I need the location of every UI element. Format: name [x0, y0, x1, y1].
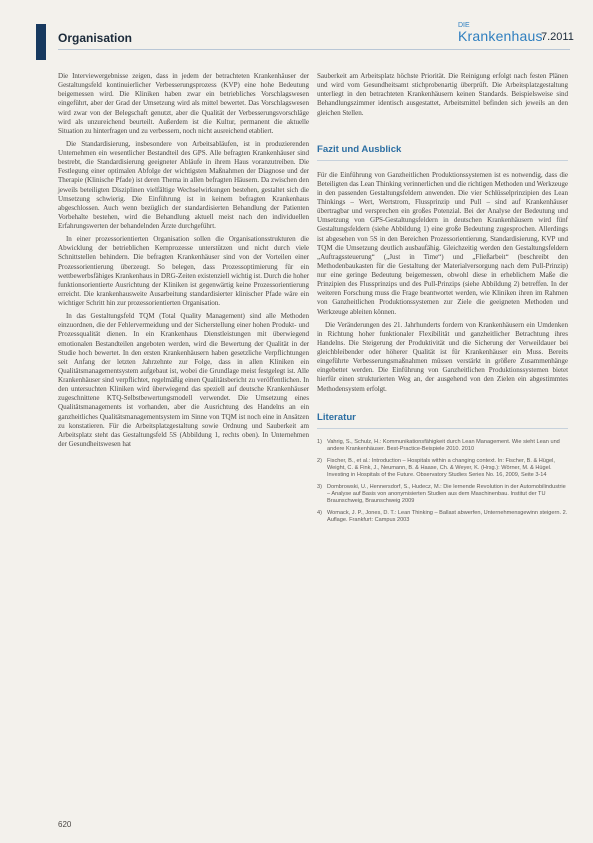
heading-divider — [317, 428, 568, 429]
section-heading-literatur: Literatur — [317, 411, 356, 423]
heading-divider — [317, 160, 568, 161]
reference-item — [317, 458, 568, 479]
reference-number: 3) — [317, 483, 322, 490]
logo-wordmark: Krankenhaus — [458, 28, 543, 44]
issue-number: 7.2011 — [541, 31, 574, 43]
journal-logo — [458, 22, 543, 48]
reference-item — [317, 484, 568, 505]
page-number: 620 — [58, 820, 72, 829]
reference-text: Womack, J. P., Jones, D. T.: Lean Thinking – Ballast abwerfen, Unternehmensgewinn steigern. 2. Auflage. Frankfurt: Campus 2003 — [327, 509, 568, 523]
spacer — [317, 122, 568, 144]
left-column — [58, 72, 309, 453]
reference-number: 1) — [317, 438, 322, 445]
reference-item — [317, 510, 568, 524]
body-paragraph: Die Standardisierung, insbesondere von Arbeitsabläufen, ist in produzierenden Unternehmen ein wesentlicher Bestandteil des GPS. Alle befragten Krankenhäuser sind bestrebt, die Standardisierung geeigneter Abläufe in ihrem Haus voranzutreiben. Die Festlegung einer optimalen Abfolge der wichtigsten Maßnahmen der Diagnose und der Therapie (Klinische Pfade) ist deren Thema in allen befragten Häusern. Da zwischen den jeweils beteiligten Disziplinen vielfältige Wechselwirkungen bestehen, gestaltet sich die Umsetzung schwierig. Die Einführung ist in keinem befragten Krankenhaus abgeschlossen. Auch wenn bezüglich der standardisierten Behandlung der Patienten Vorbehalte bestehen, wird die Behandlung aktuell meist nach den individuellen Erfahrungswerten der behandelnden Ärzte durchgeführt. — [58, 139, 309, 230]
reference-item — [317, 439, 568, 453]
header-divider — [58, 49, 570, 50]
logo-prefix: DIE — [458, 22, 470, 29]
reference-list — [317, 439, 568, 524]
reference-text: Dombrowski, U., Hennersdorf, S., Hudecz, M.: Die lernende Revolution in der Automobilindustrie – Analyse auf Basis von anonymisierten Studien aus dem Maschinenbau. Institut der TU Braunschweig, Braunschweig 2009 — [327, 483, 566, 504]
right-column — [317, 72, 568, 529]
reference-number: 2) — [317, 457, 322, 464]
reference-text: Vahrig, S., Schulz, H.: Kommunikationsfähigkeit durch Lean Management. Wie sieht Lean und andere Krankenhäuser. Best-Practice-Beispiele 2010. 2010 — [327, 438, 560, 452]
reference-number: 4) — [317, 509, 322, 516]
body-paragraph: Für die Einführung von Ganzheitlichen Produktionssystemen ist es notwendig, dass die Beteiligten das Lean Thinking verinnerlichen und die richtigen Methoden und Werkzeuge in den passenden Gestaltungsfeldern anwenden. Die vier Schlüsselprinzipien des Lean Thinkings – Wert, Wertstrom, Flussprinzip und Pull – sind auf Krankenhäuser übertragbar und versprechen ein großes Potenzial. Bei der Analyse der Bedeutung und Umsetzung von GPS-Gestaltungsfeldern in deutschen Krankenhäusern wird fünf Gestaltungsfeldern (siehe Abbildung 1) eine große Bedeutung zugesprochen. Allerdings ist abgesehen von 5S in den Bereichen Prozessorientierung, Standardisierung, KVP und TQM die Umsetzung deutlich ausbaufähig. Gleichzeitig werden den Gestaltungsfeldern „Auftragssteuerung“ („Just in Time“) und „Fließarbeit“ (beschreibt den Methodenbaukasten für die Gestaltung der Materialversorgung nach dem Pull-Prinzip) nur eine geringe Bedeutung beigemessen, obwohl diese in erheblichem Maße die Prinzipien des Flussprinzips und des Pull-Prinzips (siehe Abbildung 2) betreffen. In der weiteren Forschung muss die Frage beantwortet werden, wie Kliniken ihren im Rahmen von Ganzheitlichen Produktionssystemen zur Ziele die geeigneten Methoden und Werkzeuge ableiten können. — [317, 170, 568, 316]
body-paragraph: In das Gestaltungsfeld TQM (Total Quality Management) sind alle Methoden einzuordnen, die der Fehlervermeidung und der Sicherstellung einer hohen Produkt- und Prozessqualität dienen. In ein Krankenhaus Dienstleistungen mit überwiegend emotionalen Bestandteilen angeboten werden, wird die Bewertung der Qualität in der Studie hoch bewertet. In den ersten Krankenhäusern haben gesetzliche Verpflichtungen seit Anfang der letzten Jahrzehnte zur Folge, dass in allen Kliniken ein Qualitätsmanagementsystem aufgebaut ist, wobei die Grundlage meist festgelegt ist. Alle Krankenhäuser sind verpflichtet, regelmäßig einen Qualitätsbericht zu veröffentlichen. In den untersuchten Kliniken wird überwiegend das speziell auf deutsche Krankenhäuser zugeschnittene KTQ-Selbstbewertungsmodell verwendet. Die Umsetzung eines Qualitätsmanagements ist vorhanden, aber die Ausrichtung des Handelns an ein ganzheitliches Qualitätsmanagementsystem im Sinne von TQM ist noch eine in Ansätzen zu konstatieren. Für die Arbeitsplatzgestaltung sowie Ordnung und Sauberkeit am Arbeitsplatz steht das Gestaltungsfeld 5S (Abbildung 1, rechts oben). In Unternehmen der Gesundheitswesen hat — [58, 312, 309, 448]
body-paragraph: Die Interviewergebnisse zeigen, dass in jedem der betrachteten Krankenhäuser der Gestaltungsfeld kontinuierlicher Verbesserungsprozess (KVP) eine hohe Bedeutung beigemessen wird. Die Kliniken haben zwar ein betriebliches Vorschlagswesen eingeführt, aber der Grad der Umsetzung wird als mittel bewertet. Das Vorschlagswesen wird zwar von der Belegschaft genutzt, aber die Qualität der Verbesserungsvorschläge wird als unzureichend beurteilt. Außerdem ist die Kultur, permanent die aktuelle Situation zu hinterfragen und zu verbessern, noch nicht ausreichend etabliert. — [58, 72, 309, 135]
body-paragraph: Die Veränderungen des 21. Jahrhunderts fordern von Krankenhäusern ein Umdenken in Richtung hoher funktionaler Flexibilität und ganzheitlicher Betrachtung ihres Handelns. Die Steigerung der Produktivität und die Sicherung der Verweildauer bei gleichbleibender oder höherer Qualität ist für Krankenhäuser ein Muss. Bereits eingeführte Verbesserungsmaßnahmen müssen verstärkt in größere Zusammenhänge eingebettet werden. Die Einführung von Ganzheitlichen Produktionssystemen bietet hierfür einen strukturierten Weg an, der ausgehend von den Zielen ein abgestimmtes Methodensystem erfolgt. — [317, 320, 568, 393]
section-color-bar — [36, 24, 46, 60]
body-paragraph: Sauberkeit am Arbeitsplatz höchste Priorität. Die Reinigung erfolgt nach festen Plänen und wird vom Gesundheitsamt stichprobenartig überprüft. Die Arbeitsplatzgestaltung unterliegt in den betrachteten Krankenhäusern keinen Standards. Beispielsweise sind Behandlungszimmer identisch ausgestattet, Arbeitsmittel befinden sich jeweils an den gleichen Stellen. — [317, 72, 568, 117]
reference-text: Fischer, B., et al.: Introduction – Hospitals within a changing context. In: Fischer, B. & Hügel, Weight, C. & Fink, J., Neumann, B. & Haase, Ch. & Weyer, K. (Hrsg.): Wörner, M. & Hügel. Investing in Hospitals of the Future. Observatory Studies Series No. 16, 2009, Seite 3-14 — [327, 457, 555, 478]
spacer — [317, 398, 568, 412]
body-paragraph: In einer prozessorientierten Organisation sollen die Organisationsstrukturen die Abwicklung der betrieblichen Kernprozesse unterstützen und nicht durch viele Schnittstellen behindern. Die befragten Krankenhäuser sind von der Vorteilen einer Prozessorientierung überzeugt. So belegen, dass Prozessoptimierung für ein wettbewerbsfähiges Krankenhaus in DRG-Zeiten existenziell wichtig ist. Durch die hoher funktionsorientierte Ausrichtung der Kliniken ist gegenwärtig keine Prozessorientierung erreicht. Die krankenhausweite Ausarbeitung standardisierter klinischer Pfade wäre ein wichtiger Schritt hin zur prozessorientierten Organisation. — [58, 235, 309, 307]
section-title: Organisation — [58, 31, 133, 45]
section-heading-fazit: Fazit und Ausblick — [317, 143, 402, 155]
